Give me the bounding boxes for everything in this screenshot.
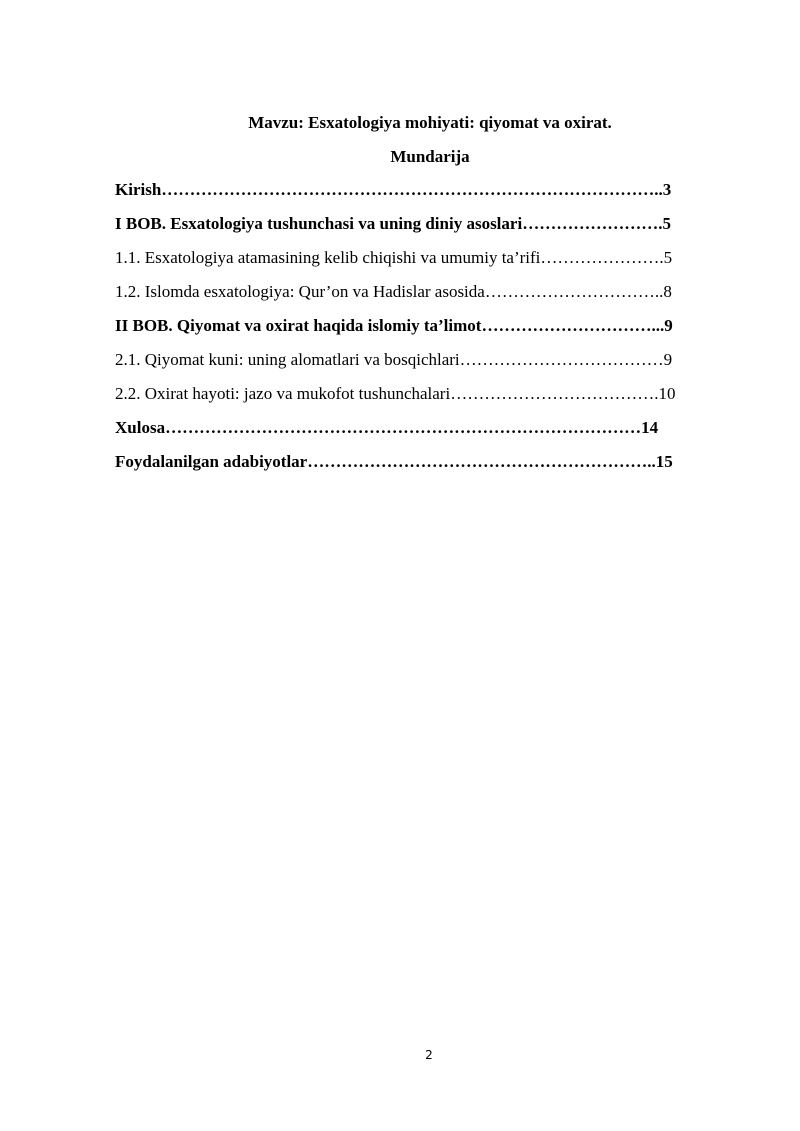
toc-leader: ………………………….. — [484, 282, 664, 301]
toc-entry-kirish — [115, 176, 729, 210]
toc-heading: Mundarija — [390, 147, 470, 166]
toc-leader: ……………………………… — [459, 350, 664, 369]
toc-entry-text: 1.2. Islomda esxatologiya: Qur’on va Hadislar asosida — [115, 282, 485, 301]
toc-entry-text: II BOB. Qiyomat va oxirat haqida islomiy ta’limot — [115, 316, 482, 335]
toc-entry-text: 1.1. Esxatologiya atamasining kelib chiqishi va umumiy ta’rifi — [115, 248, 541, 267]
toc-leader: ………………………………. — [450, 384, 659, 403]
toc-entry-xulosa — [115, 414, 731, 448]
toc-page-number: 5 — [662, 214, 671, 233]
page-number: 2 — [425, 1048, 433, 1062]
toc-page-number: 8 — [663, 282, 672, 301]
document-title: Mavzu: Esxatologiya mohiyati: qiyomat va oxirat. — [248, 113, 612, 132]
toc-page-number: 9 — [663, 350, 673, 369]
toc-leader: ……………………. — [522, 214, 663, 233]
toc-entry-text: Foydalanilgan adabiyotlar — [115, 452, 308, 471]
toc-leader: …………………………………………………………………………….. — [161, 180, 663, 199]
table-of-contents — [115, 176, 735, 482]
toc-leader: …………………………... — [481, 316, 665, 335]
toc-page-number: 14 — [641, 418, 659, 437]
toc-entry-text: Kirish — [115, 180, 162, 199]
toc-entry-text: Xulosa — [115, 418, 166, 437]
toc-entry-chapter-2 — [115, 312, 727, 346]
toc-leader: …………………. — [540, 248, 664, 267]
toc-page-number: 15 — [655, 452, 673, 471]
toc-leader: ………………………………………………………………………… — [165, 418, 642, 437]
toc-page-number: 5 — [663, 248, 673, 267]
toc-page-number: 3 — [662, 180, 672, 199]
toc-entry-section-2-1 — [115, 346, 729, 380]
toc-entry-section-2-2 — [115, 380, 735, 414]
toc-entry-section-1-1 — [115, 244, 729, 278]
toc-entry-text: 2.1. Qiyomat kuni: uning alomatlari va bosqichlari — [115, 350, 460, 369]
toc-page-number: 10 — [658, 384, 676, 403]
toc-entry-section-1-2 — [115, 278, 727, 312]
toc-entry-chapter-1 — [115, 210, 726, 244]
toc-entry-text: I BOB. Esxatologiya tushunchasi va uning diniy asoslari — [115, 214, 523, 233]
toc-page-number: 9 — [664, 316, 673, 335]
toc-entry-text: 2.2. Oxirat hayoti: jazo va mukofot tushunchalari — [115, 384, 451, 403]
toc-entry-references — [115, 448, 731, 482]
toc-leader: …………………………………………………….. — [307, 452, 656, 471]
